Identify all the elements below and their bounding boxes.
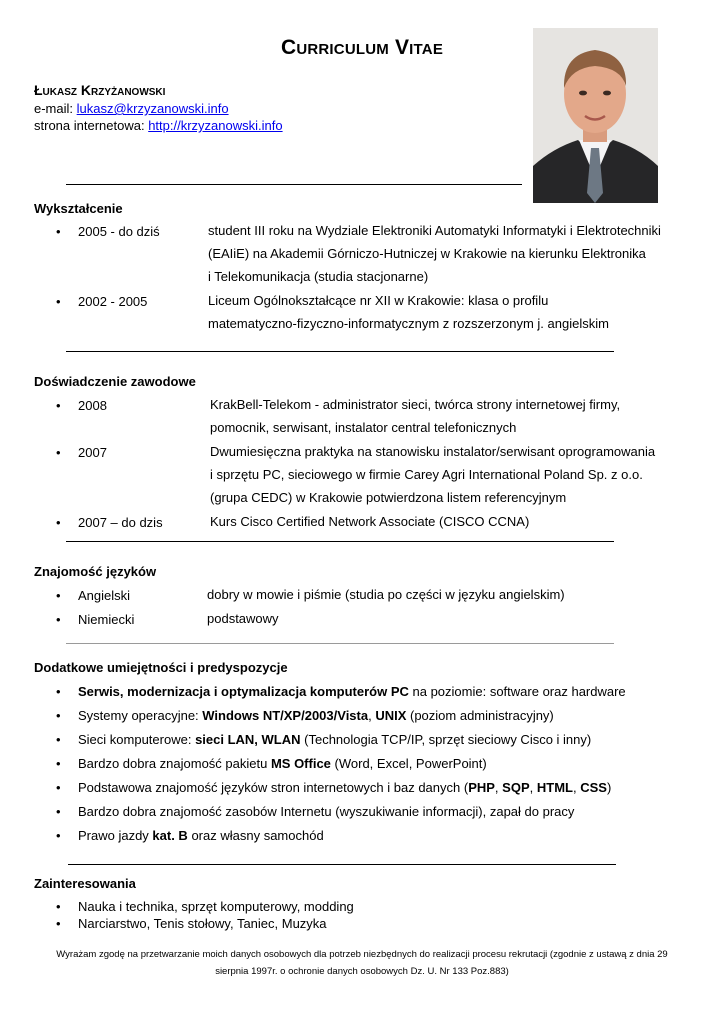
skill-run: (poziom administracyjny) (406, 708, 554, 723)
skill-run: , (529, 780, 537, 795)
skill-text (78, 804, 574, 819)
divider (66, 643, 614, 644)
bullet-icon: • (56, 899, 61, 914)
item-date: 2008 (78, 398, 107, 413)
item-description (208, 289, 609, 335)
language-level: podstawowy (207, 611, 279, 626)
divider (66, 351, 614, 352)
skill-run: (Word, Excel, PowerPoint) (330, 756, 487, 771)
section-heading-education: Wykształcenie (34, 201, 123, 216)
website-label: strona internetowa: (34, 118, 145, 133)
email-line (34, 101, 229, 116)
section-heading-experience: Doświadczenie zawodowe (34, 374, 196, 389)
description-line: (EAIiE) na Akademii Górniczo-Hutniczej w Krakowie na kierunku Elektronika (208, 246, 646, 261)
skill-text (78, 756, 487, 771)
skill-run: Sieci komputerowe: (78, 732, 196, 747)
skill-run: , (494, 780, 503, 795)
item-date: 2005 - do dziś (78, 224, 160, 239)
description-line: pomocnik, serwisant, instalator central telefonicznych (210, 420, 517, 435)
item-date: 2002 - 2005 (78, 294, 148, 309)
language-level: dobry w mowie i piśmie (studia po części w języku angielskim) (207, 587, 565, 602)
skill-run: Bardzo dobra znajomość zasobów Internetu (wyszukiwanie informacji), zapał do pracy (78, 804, 575, 819)
divider (66, 541, 614, 542)
skill-run: Prawo jazdy (78, 828, 153, 843)
divider (66, 184, 522, 185)
language-name: Angielski (78, 588, 131, 603)
bullet-icon: • (56, 732, 61, 747)
bullet-icon: • (56, 684, 61, 699)
bullet-icon: • (56, 916, 61, 931)
skill-run: Bardzo dobra znajomość pakietu (78, 756, 271, 771)
skill-run: oraz własny samochód (187, 828, 324, 843)
description-line: matematyczno-fizyczno-informatycznym z rozszerzonym j. angielskim (208, 316, 609, 331)
bullet-icon: • (56, 804, 61, 819)
bullet-icon: • (56, 828, 61, 843)
bullet-icon: • (56, 780, 61, 795)
description-line: KrakBell-Telekom - administrator sieci, twórca strony internetowej firmy, (210, 397, 621, 412)
section-heading-languages: Znajomość języków (34, 564, 157, 579)
section-heading-skills: Dodatkowe umiejętności i predyspozycje (34, 660, 288, 675)
skill-run: , (368, 708, 376, 723)
description-line: student III roku na Wydziale Elektroniki Automatyki Informatyki i Elektrotechniki (208, 223, 661, 238)
skill-emphasis: Windows NT/XP/2003/Vista (202, 708, 369, 723)
skill-emphasis: sieci LAN, WLAN (195, 732, 301, 747)
item-description (210, 393, 620, 439)
skill-text (78, 780, 611, 795)
consent-line: sierpnia 1997r. o ochronie danych osobowych Dz. U. Nr 133 Poz.883) (215, 966, 509, 977)
skill-run: na poziomie: software oraz hardware (408, 684, 626, 699)
divider (68, 864, 616, 865)
skill-text (78, 732, 591, 747)
description-line: i Telekomunikacja (studia stacjonarne) (208, 269, 429, 284)
skill-emphasis: UNIX (375, 708, 407, 723)
item-description (210, 440, 655, 509)
skill-emphasis: kat. B (152, 828, 188, 843)
description-line: Dwumiesięczna praktyka na stanowisku instalator/serwisant oprogramowania (210, 444, 656, 459)
bullet-icon: • (56, 708, 61, 723)
description-line: Liceum Ogólnokształcące nr XII w Krakowie: klasa o profilu (208, 293, 549, 308)
skill-run: ) (606, 780, 612, 795)
website-line (34, 118, 283, 133)
interest-text: Narciarstwo, Tenis stołowy, Taniec, Muzyka (78, 916, 327, 931)
bullet-icon: • (56, 445, 61, 460)
skill-emphasis: PHP (468, 780, 495, 795)
candidate-name: Łukasz Krzyżanowski (34, 82, 166, 98)
skill-emphasis: MS Office (270, 756, 331, 771)
email-link[interactable]: lukasz@krzyzanowski.info (76, 101, 229, 116)
item-description (210, 510, 529, 533)
bullet-icon: • (56, 294, 61, 309)
bullet-icon: • (56, 756, 61, 771)
skill-emphasis: Serwis, modernizacja i optymalizacja komputerów PC (78, 684, 409, 699)
skill-emphasis: CSS (580, 780, 607, 795)
language-name: Niemiecki (78, 612, 135, 627)
bullet-icon: • (56, 515, 61, 530)
skill-run: Podstawowa znajomość języków stron internetowych i baz danych ( (78, 780, 469, 795)
bullet-icon: • (56, 612, 61, 627)
description-line: (grupa CEDC) w Krakowie potwierdzona listem referencyjnym (210, 490, 567, 505)
description-line: i sprzętu PC, sieciowego w firmie Carey Agri International Poland Sp. z o.o. (210, 467, 643, 482)
profile-photo (533, 28, 658, 203)
interest-text: Nauka i technika, sprzęt komputerowy, modding (78, 899, 354, 914)
consent-line: Wyrażam zgodę na przetwarzanie moich danych osobowych dla potrzeb niezbędnych do realizacji procesu rekrutacji (zgodnie z ustawą z dnia 29 (56, 949, 668, 960)
description-line: Kurs Cisco Certified Network Associate (CISCO CCNA) (210, 514, 530, 529)
item-date: 2007 (78, 445, 107, 460)
item-description (208, 219, 661, 288)
page-title: Curriculum Vitae (280, 36, 444, 59)
bullet-icon: • (56, 588, 61, 603)
skill-run: (Technologia TCP/IP, sprzęt sieciowy Cisco i inny) (300, 732, 592, 747)
email-label: e-mail: (34, 101, 74, 116)
skill-emphasis: HTML (536, 780, 573, 795)
skill-run: , (572, 780, 581, 795)
skill-text (78, 684, 626, 699)
skill-text (78, 828, 324, 843)
consent-clause (40, 946, 684, 980)
skill-text (78, 708, 554, 723)
section-heading-interests: Zainteresowania (34, 876, 136, 891)
bullet-icon: • (56, 224, 61, 239)
item-date: 2007 – do dzis (78, 515, 163, 530)
website-link[interactable]: http://krzyzanowski.info (148, 118, 283, 133)
bullet-icon: • (56, 398, 61, 413)
skill-run: Systemy operacyjne: (78, 708, 203, 723)
skill-emphasis: SQP (502, 780, 530, 795)
